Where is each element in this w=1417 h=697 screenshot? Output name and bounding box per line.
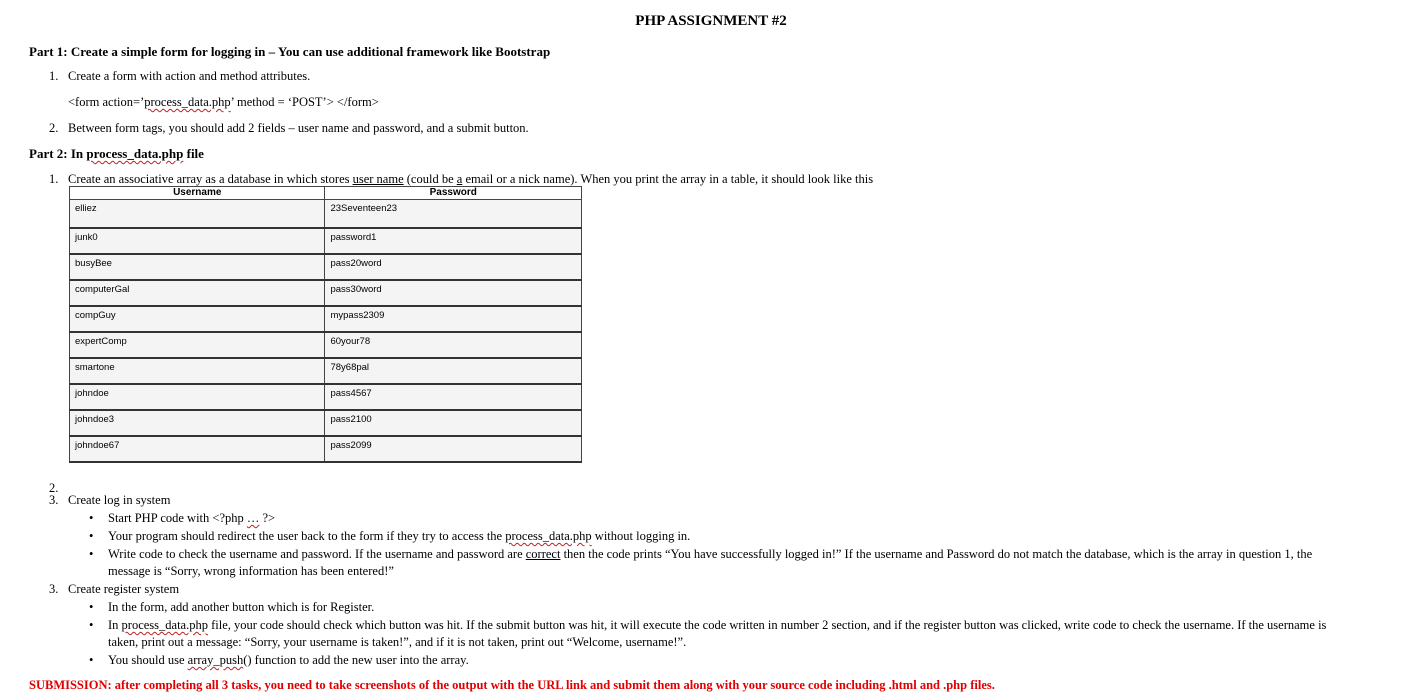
login-bullet-3 xyxy=(108,547,1312,562)
bullet-icon: • xyxy=(89,529,94,543)
password-cell: pass2099 xyxy=(325,436,582,462)
login-system-heading: Create log in system xyxy=(68,493,171,507)
table-row xyxy=(70,410,582,436)
username-cell: elliez xyxy=(70,200,325,228)
table-row xyxy=(70,254,582,280)
login-b1-pre: Start PHP code with <?php xyxy=(108,511,247,525)
form-code-file: process_data.php xyxy=(144,95,231,109)
login-b2-file: process_data.php xyxy=(505,529,592,543)
login-b3-correct: correct xyxy=(525,547,561,561)
register-b2-pre: In xyxy=(108,618,122,632)
password-cell: pass30word xyxy=(325,280,582,306)
password-cell: 23Seventeen23 xyxy=(325,200,582,228)
part1-item1-number: 1. xyxy=(49,69,59,83)
table-row xyxy=(70,436,582,462)
bullet-icon: • xyxy=(89,600,94,614)
register-bullet-3 xyxy=(108,653,469,668)
username-cell: compGuy xyxy=(70,306,325,332)
item1-text-a: Create an associative array as a database in which stores xyxy=(68,172,353,186)
password-cell: password1 xyxy=(325,228,582,254)
table-row xyxy=(70,332,582,358)
table-row xyxy=(70,280,582,306)
username-cell: johndoe67 xyxy=(70,436,325,462)
password-cell: pass20word xyxy=(325,254,582,280)
register-b2-post: file, your code should check which button was hit. If the submit button was hit, it will execute the code written in number 2 section, and if the register button was clicked, write code to check the username. If the username is xyxy=(207,618,1327,632)
password-cell: mypass2309 xyxy=(325,306,582,332)
table-row xyxy=(70,200,582,228)
part2-item1-text xyxy=(68,172,873,187)
bullet-icon: • xyxy=(89,653,94,667)
item1-text-b: (could be xyxy=(403,172,457,186)
part2-heading xyxy=(29,146,204,162)
register-bullet-2-line2: taken, print out a message: “Sorry, your username is taken!”, and if it is not taken, print out “Welcome, username!”. xyxy=(108,635,687,649)
form-code-post: ’ method = ‘POST’> </form> xyxy=(230,95,379,109)
table-header-password: Password xyxy=(325,187,582,200)
login-b1-post: ?> xyxy=(259,511,276,525)
login-bullet-2 xyxy=(108,529,690,544)
part2-item3-number: 3. xyxy=(49,493,59,507)
username-cell: johndoe xyxy=(70,384,325,410)
password-cell: pass4567 xyxy=(325,384,582,410)
part1-item2-text: Between form tags, you should add 2 fields – user name and password, and a submit button. xyxy=(68,121,529,135)
register-b3-pre: You should use xyxy=(108,653,188,667)
username-cell: busyBee xyxy=(70,254,325,280)
username-cell: smartone xyxy=(70,358,325,384)
username-cell: johndoe3 xyxy=(70,410,325,436)
username-cell: computerGal xyxy=(70,280,325,306)
register-bullet-1: In the form, add another button which is for Register. xyxy=(108,600,375,614)
submission-note: SUBMISSION: after completing all 3 tasks, you need to take screenshots of the output with the URL link and submit them along with your source code including .html and .php files. xyxy=(29,678,995,692)
login-bullet-1 xyxy=(108,511,275,526)
form-code-line xyxy=(68,95,379,110)
password-cell: 60your78 xyxy=(325,332,582,358)
register-b2-file: process_data.php xyxy=(121,618,208,632)
table-row xyxy=(70,358,582,384)
table-row xyxy=(70,384,582,410)
table-header-row xyxy=(70,187,582,200)
page-title: PHP ASSIGNMENT #2 xyxy=(635,13,787,29)
bullet-icon: • xyxy=(89,547,94,561)
table-header-username: Username xyxy=(70,187,325,200)
register-system-heading: Create register system xyxy=(68,582,180,596)
part1-item1-text: Create a form with action and method attributes. xyxy=(68,69,311,83)
login-bullet-3-line2: message is “Sorry, wrong information has been entered!” xyxy=(108,564,394,578)
bullet-icon: • xyxy=(89,511,94,525)
item1-text-c: email or a nick name). When you print the array in a table, it should look like this xyxy=(462,172,874,186)
item1-user-name: user name xyxy=(352,172,404,186)
register-b3-post: () function to add the new user into the array. xyxy=(243,653,469,667)
part1-heading: Part 1: Create a simple form for logging in – You can use additional framework like Bootstrap xyxy=(29,44,551,59)
login-b2-pre: Your program should redirect the user back to the form if they try to access the xyxy=(108,529,506,543)
part1-item2-number: 2. xyxy=(49,121,59,135)
login-b3-post: then the code prints “You have successfully logged in!” If the username and Password do not match the database, which is the array in question 1, the xyxy=(560,547,1313,561)
bullet-icon: • xyxy=(89,618,94,632)
form-code-pre: <form action=’ xyxy=(68,95,145,109)
register-b3-func: array_push xyxy=(187,653,244,667)
register-bullet-2 xyxy=(108,618,1326,633)
part2-heading-pre: Part 2: In xyxy=(29,146,87,161)
table-row xyxy=(70,306,582,332)
password-cell: 78y68pal xyxy=(325,358,582,384)
part2-heading-file: process_data.php xyxy=(86,146,184,161)
credentials-table xyxy=(69,186,582,463)
login-b3-pre: Write code to check the username and password. If the username and password are xyxy=(108,547,526,561)
item1-article: a xyxy=(456,172,463,186)
part2-item1-number: 1. xyxy=(49,172,59,186)
username-cell: junk0 xyxy=(70,228,325,254)
part2-item4-number: 3. xyxy=(49,582,59,596)
login-b2-post: without logging in. xyxy=(591,529,691,543)
password-cell: pass2100 xyxy=(325,410,582,436)
username-cell: expertComp xyxy=(70,332,325,358)
login-b1-dots: … xyxy=(246,511,260,525)
table-row xyxy=(70,228,582,254)
part2-item2-number: 2. xyxy=(49,481,59,495)
part2-heading-post: file xyxy=(183,146,204,161)
